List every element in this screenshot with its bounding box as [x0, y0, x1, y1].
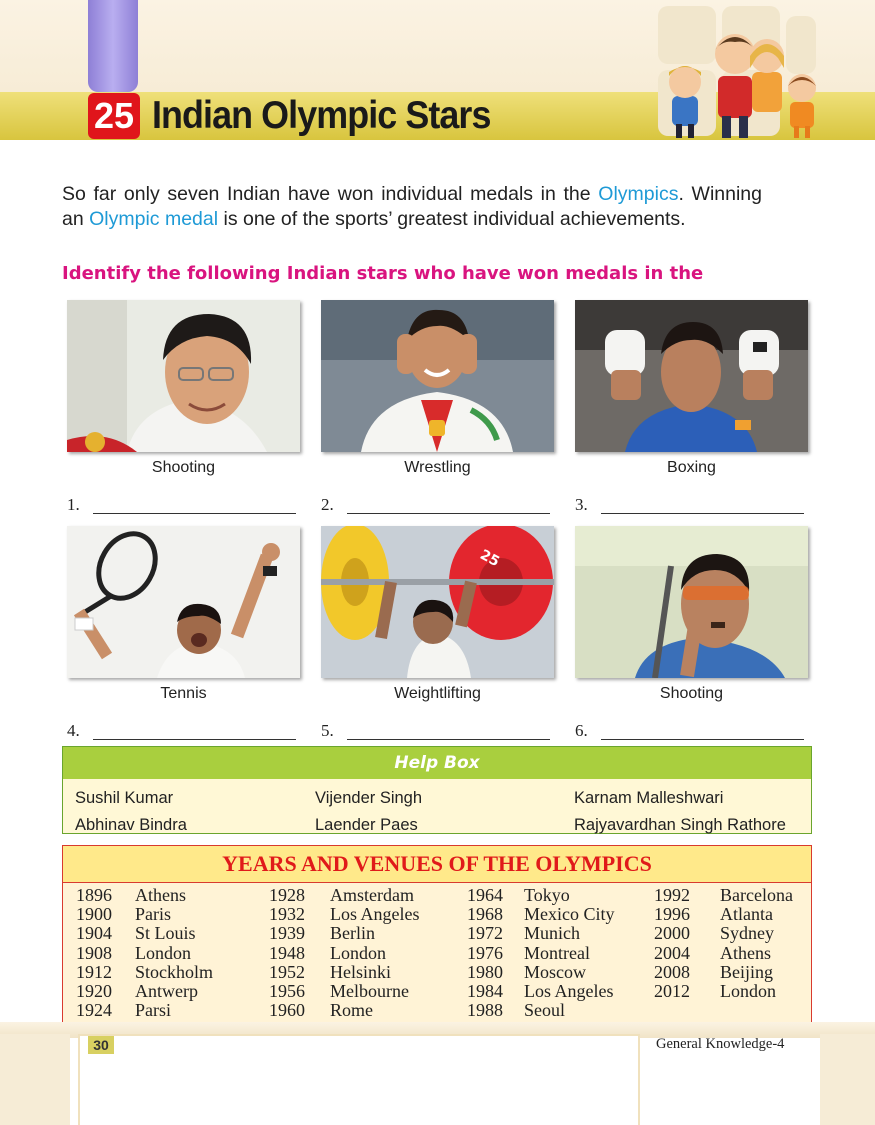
photo-caption: Weightlifting: [394, 685, 481, 702]
page-title: Indian Olympic Stars: [152, 94, 491, 137]
footer-margin-left: [0, 1034, 70, 1125]
olympic-venue: Mexico City: [524, 904, 615, 925]
help-name: Laender Paes: [315, 816, 418, 834]
help-name: Rajyavardhan Singh Rathore: [574, 816, 786, 834]
olympic-venue: Seoul: [524, 1000, 566, 1021]
help-box: [62, 746, 812, 834]
olympics-link-text: Olympics: [598, 183, 679, 205]
olympic-year: 1932: [269, 904, 305, 925]
answer-field-4[interactable]: [67, 720, 296, 742]
olympic-medal-link-text: Olympic medal: [89, 208, 219, 230]
olympic-venue: Helsinki: [330, 961, 391, 982]
photo-caption: Wrestling: [404, 459, 471, 476]
help-name: Vijender Singh: [315, 789, 423, 807]
intro-paragraph: [62, 182, 762, 232]
answer-field-6[interactable]: [575, 720, 804, 742]
olympic-year: 1908: [76, 942, 112, 963]
shooter-2-image: [575, 526, 808, 678]
olympic-venue: Melbourne: [330, 981, 409, 1001]
olympic-venue: Atlanta: [720, 904, 773, 925]
olympic-venue: Paris: [135, 904, 171, 925]
answer-number: 4.: [67, 721, 80, 740]
olympic-year: 1956: [269, 981, 305, 1001]
olympic-venue: Montreal: [524, 942, 590, 963]
answer-number: 1.: [67, 495, 80, 514]
answer-number: 3.: [575, 495, 588, 514]
olympic-venue: Los Angeles: [524, 981, 614, 1001]
answer-line: [347, 513, 550, 514]
answer-line: [601, 513, 804, 514]
olympics-table-title: YEARS AND VENUES OF THE OLYMPICS: [63, 846, 811, 883]
intro-text: So far only seven Indian have won individual medals in the: [62, 183, 599, 205]
olympic-year: 1996: [654, 904, 690, 925]
olympic-year: 1988: [467, 1000, 503, 1021]
olympic-venue: Athens: [720, 942, 771, 963]
olympic-venue: Stockholm: [135, 961, 214, 982]
weightlifter-image: [321, 526, 554, 678]
olympic-venue: London: [330, 942, 386, 963]
photo-caption: Boxing: [667, 459, 716, 476]
olympic-year: 1896: [76, 885, 112, 905]
olympic-venue: Parsi: [135, 1000, 171, 1021]
answer-line: [93, 739, 296, 740]
olympic-year: 1912: [76, 961, 112, 982]
olympic-venue: Munich: [524, 923, 580, 944]
olympic-year: 1924: [76, 1000, 112, 1021]
photo-caption: Tennis: [160, 685, 207, 702]
help-name: Abhinav Bindra: [75, 816, 187, 834]
intro-text: is one of the sports’ greatest individual achievements.: [218, 208, 686, 230]
olympic-venue: Moscow: [524, 961, 586, 982]
answer-number: 6.: [575, 721, 588, 740]
olympic-venue: Barcelona: [720, 885, 793, 905]
olympic-year: 2012: [654, 981, 690, 1001]
olympic-year: 1964: [467, 885, 503, 905]
footer-margin-right: [820, 1034, 875, 1125]
help-name: Sushil Kumar: [75, 789, 174, 807]
photo-tennis-player: [67, 526, 300, 678]
olympic-year: 1952: [269, 961, 305, 982]
olympic-year: 1948: [269, 942, 305, 963]
olympic-venue: Tokyo: [524, 885, 570, 905]
wrestler-image: [321, 300, 554, 452]
olympic-venue: Rome: [330, 1000, 373, 1021]
photo-shooter-1: [67, 300, 300, 452]
answer-number: 2.: [321, 495, 334, 514]
olympic-year: 1968: [467, 904, 503, 925]
footer-panel: [78, 1034, 640, 1125]
olympic-venue: Antwerp: [135, 981, 198, 1001]
tennis-player-image: [67, 526, 300, 678]
olympic-venue: Berlin: [330, 923, 375, 944]
olympic-year: 1976: [467, 942, 503, 963]
photo-boxer: [575, 300, 808, 452]
olympic-year: 1992: [654, 885, 690, 905]
olympic-year: 1939: [269, 923, 305, 944]
answer-field-2[interactable]: [321, 494, 550, 516]
olympic-venue: Sydney: [720, 923, 774, 944]
olympic-venue: London: [135, 942, 191, 963]
olympic-venue: Amsterdam: [330, 885, 414, 905]
answer-line: [601, 739, 804, 740]
page-number: 30: [88, 1036, 114, 1054]
help-name: Karnam Malleshwari: [574, 789, 724, 807]
photo-wrestler: [321, 300, 554, 452]
cartoon-kids-illustration: [652, 6, 818, 142]
photo-caption: Shooting: [659, 685, 724, 702]
svg-text:25: 25: [477, 546, 502, 571]
instruction-heading: Identify the following Indian stars who have won medals in the: [62, 263, 704, 284]
intro-text: . Winning an: [62, 183, 762, 230]
help-box-title: Help Box: [63, 747, 811, 779]
olympic-year: 1920: [76, 981, 112, 1001]
answer-line: [93, 513, 296, 514]
answer-line: [347, 739, 550, 740]
olympic-venue: Los Angeles: [330, 904, 420, 925]
photo-shooter-2: [575, 526, 808, 678]
shooter-1-image: [67, 300, 300, 452]
olympic-year: 1904: [76, 923, 112, 944]
chapter-number: 25: [88, 93, 140, 139]
boxer-image: [575, 300, 808, 452]
answer-number: 5.: [321, 721, 334, 740]
olympic-year: 1984: [467, 981, 503, 1001]
olympic-venue: St Louis: [135, 923, 196, 944]
photo-weightlifter: [321, 526, 554, 678]
olympic-year: 1972: [467, 923, 503, 944]
olympic-venue: Beijing: [720, 961, 773, 982]
olympics-table: [62, 845, 812, 1023]
olympic-venue: Athens: [135, 885, 186, 905]
olympic-year: 2004: [654, 942, 690, 963]
photo-caption: Shooting: [151, 459, 216, 476]
olympic-year: 1928: [269, 885, 305, 905]
olympic-year: 1960: [269, 1000, 305, 1021]
olympic-year: 2000: [654, 923, 690, 944]
answer-field-1[interactable]: [67, 494, 296, 516]
olympic-year: 1980: [467, 961, 503, 982]
chapter-tab: [88, 0, 138, 92]
olympic-year: 2008: [654, 961, 690, 982]
olympic-year: 1900: [76, 904, 112, 925]
olympic-venue: London: [720, 981, 776, 1001]
book-title: General Knowledge-4: [656, 1036, 785, 1052]
answer-field-5[interactable]: [321, 720, 550, 742]
answer-field-3[interactable]: [575, 494, 804, 516]
